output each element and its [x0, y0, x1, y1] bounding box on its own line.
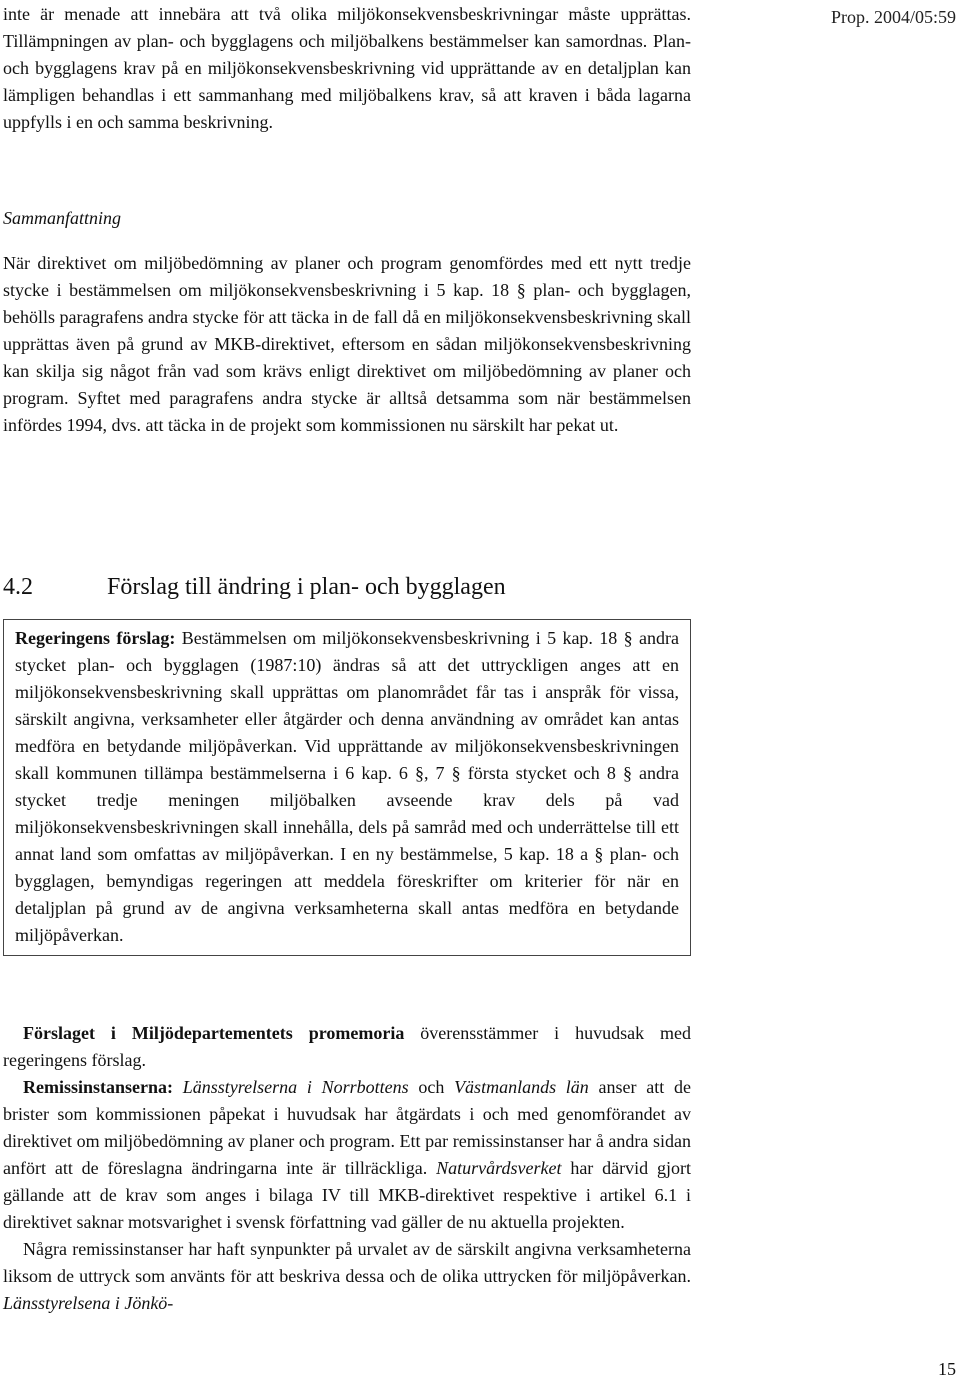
remiss-label: Remissinstanserna: — [23, 1077, 174, 1097]
proposition-reference: Prop. 2004/05:59 — [830, 7, 956, 27]
intro-paragraph: inte är menade att innebära att två olika miljökonsekvensbeskrivningar måste upprättas. Tillämpningen av plan- och bygglagens och miljöbalkens bestämmelser kan samordnas. Plan- och bygglagens krav på en miljökonsekvensbeskrivning vid upprättande av en detaljplan kan lämpligen behandlas i ett sammanhang med miljöbalkens krav, så att kraven i båda lagarna uppfylls i en och samma beskrivning. — [3, 4, 691, 132]
memo-paragraph — [3, 1020, 691, 1074]
remiss-paragraph — [3, 1074, 691, 1236]
summary-block — [3, 250, 691, 439]
remiss-italic-3: Naturvårdsverket — [436, 1158, 562, 1178]
proposal-text: Bestämmelsen om miljökonsekvensbeskrivning i 5 kap. 18 § andra stycket plan- och bygglagen (1987:10) ändras så att det uttryckligen anges att en miljökonsekvensbeskrivning skall upprättas om planområdet får tas i anspråk för vissa, särskilt angivna, verksamheter eller åtgärder och denna användning av området kan antas medföra en betydande miljöpåverkan. Vid upprättande av miljökonsekvensbeskrivningen skall kommunen tillämpa bestämmelserna i 6 kap. 6 §, 7 § första stycket och 8 § andra stycket tredje meningen miljöbalken avseende krav dels på vad miljökonsekvensbeskrivningen skall innehålla, dels på samråd med och underrättelse till ett annat land som omfattas av miljöpåverkan. I en ny bestämmelse, 5 kap. 18 a § plan- och bygglagen, bemyndigas regeringen att meddela föreskrifter om kriterier för när en detaljplan på grund av de angivna verksamheterna skall antas medföra en betydande miljöpåverkan. — [15, 628, 679, 945]
intro-paragraph-block — [3, 1, 691, 136]
remiss-text-4: har därvid gjort gällande att de krav som anges i bilaga IV till MKB-direktivet respektive i artikel 6.1 i direktivet saknar motsvarighet i svensk författning vad gäller de nu aktuella projekten. — [3, 1158, 691, 1232]
last-text: Några remissinstanser har haft synpunkter på urvalet av de särskilt angivna verksamheterna liksom de uttryck som använts för att beskriva dessa och de olika uttrycken för miljöpåverkan. — [3, 1239, 691, 1286]
government-proposal-box — [3, 619, 691, 956]
section-title: Förslag till ändring i plan- och bygglagen — [107, 574, 506, 600]
remiss-text-3: anser att de brister som kommissionen påpekat i huvudsak har åtgärdats i och med genomförandet av direktivet om miljöbedömning av planer och program. Ett par remissinstanser har å andra sidan anfört att de föreslagna ändringarna inte är tillräckliga. — [3, 1077, 691, 1178]
summary-paragraph: När direktivet om miljöbedömning av planer och program genomfördes med ett nytt tredje stycke i bestämmelsen om miljökonsekvensbeskrivning i 5 kap. 18 § plan- och bygglagen, behölls paragrafens andra stycke för att täcka in de fall då en miljökonsekvensbeskrivning skall upprättas även på grund av MKB-direktivet, eftersom en sådan miljökonsekvensbeskrivning kan skilja sig något från vad som krävs enligt direktivet om miljöbedömning av planer och program. Syftet med paragrafens andra stycke är alltså detsamma som när bestämmelsen infördes 1994, dvs. att täcka in de projekt som kommissionen nu särskilt har pekat ut. — [3, 253, 691, 435]
last-paragraph — [3, 1236, 691, 1317]
last-italic: Länsstyrelsena i Jönkö- — [3, 1293, 174, 1313]
memo-text: överensstämmer i huvudsak med regeringens förslag. — [3, 1023, 691, 1070]
remiss-text-1 — [173, 1077, 183, 1097]
section-number: 4.2 — [3, 574, 33, 600]
summary-heading: Sammanfattning — [3, 208, 122, 228]
memo-label: Förslaget i Miljödepartementets promemoria — [23, 1023, 405, 1043]
consultation-block — [3, 1020, 691, 1317]
page-number: 15 — [938, 1359, 956, 1379]
remiss-text-2: och — [408, 1077, 455, 1097]
section-heading — [3, 569, 506, 605]
proposal-label: Regeringens förslag: — [15, 628, 176, 648]
remiss-italic-2: Västmanlands län — [454, 1077, 589, 1097]
remiss-italic-1: Länsstyrelserna i Norrbottens — [182, 1077, 409, 1097]
